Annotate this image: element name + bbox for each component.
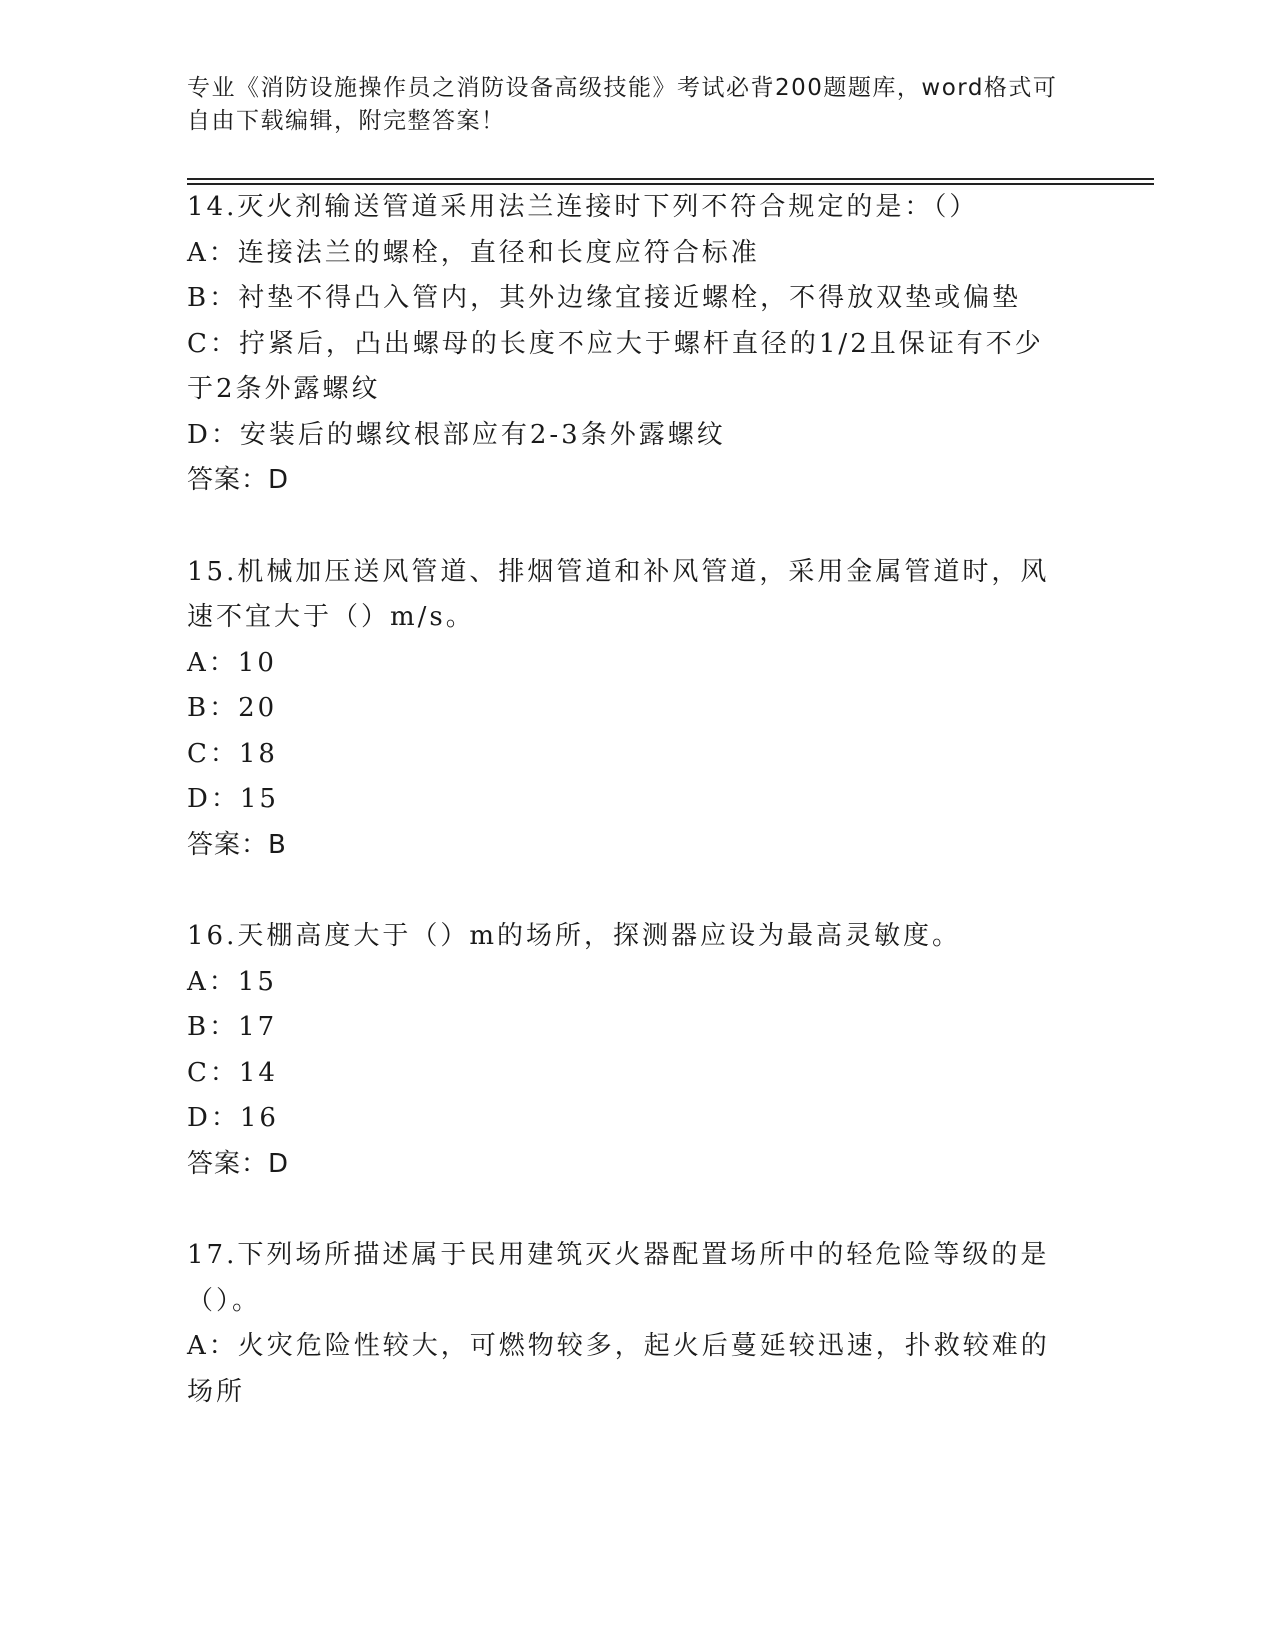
answer-label: 答案：D xyxy=(187,1148,290,1179)
answer-label: 答案：B xyxy=(187,829,287,860)
option-b: B：衬垫不得凸入管内，其外边缘宜接近螺栓，不得放双垫或偏垫 xyxy=(187,283,1022,313)
option-d: D：16 xyxy=(187,1103,279,1133)
question-stem: 14.灭火剂输送管道采用法兰连接时下列不符合规定的是：（） xyxy=(187,192,979,222)
option-b: B：20 xyxy=(187,693,278,723)
question-stem: 17.下列场所描述属于民用建筑灭火器配置场所中的轻危险等级的是（）。 xyxy=(187,1240,1050,1316)
option-d: D：15 xyxy=(187,784,279,814)
question-list xyxy=(187,185,1067,1461)
option-a: A：连接法兰的螺栓，直径和长度应符合标准 xyxy=(187,237,760,268)
question-item xyxy=(187,185,1067,504)
option-a: A：15 xyxy=(187,966,277,997)
answer-label: 答案：D xyxy=(187,465,290,495)
document-title: 专业《消防设施操作员之消防设备高级技能》考试必背200题题库，word格式可自由下载编辑，附完整答案！ xyxy=(187,75,1058,134)
question-stem: 15.机械加压送风管道、排烟管道和补风管道，采用金属管道时，风速不宜大于（）m/s。 xyxy=(187,556,1050,632)
question-item xyxy=(187,550,1067,869)
option-c: C：14 xyxy=(187,1057,278,1088)
question-stem: 16.天棚高度大于（）m的场所，探测器应设为最高灵敏度。 xyxy=(187,921,962,951)
option-a: A：火灾危险性较大，可燃物较多，起火后蔓延较迅速，扑救较难的场所 xyxy=(187,1331,1050,1407)
question-item xyxy=(187,914,1067,1187)
header-divider-top xyxy=(187,178,1154,180)
option-a: A：10 xyxy=(187,647,277,678)
question-item xyxy=(187,1233,1067,1415)
option-c: C：18 xyxy=(187,738,278,769)
option-b: B：17 xyxy=(187,1012,278,1042)
option-c: C：拧紧后，凸出螺母的长度不应大于螺杆直径的1/2且保证有不少于2条外露螺纹 xyxy=(187,328,1044,404)
option-d: D：安装后的螺纹根部应有2-3条外露螺纹 xyxy=(187,419,726,450)
